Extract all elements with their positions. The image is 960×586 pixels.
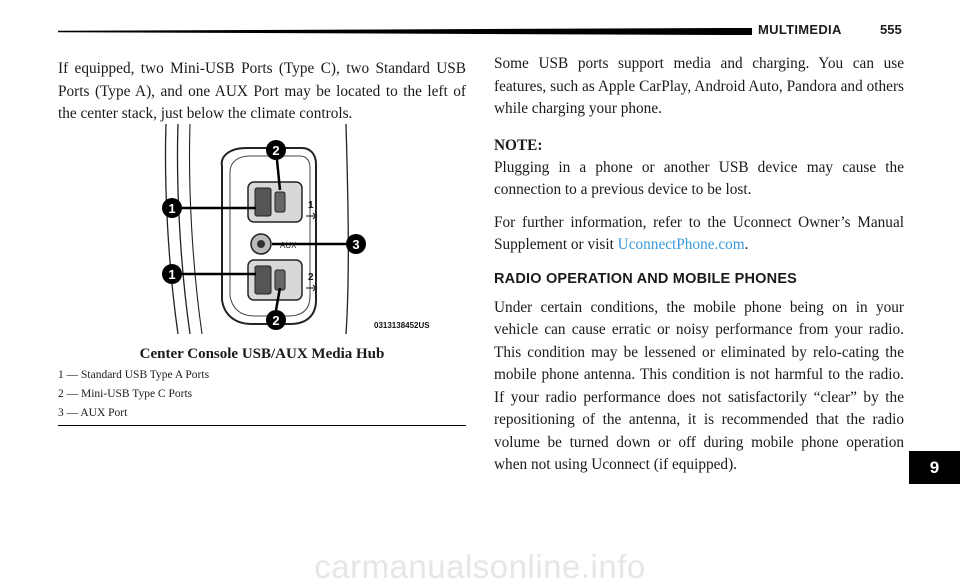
uconnect-link[interactable]: UconnectPhone.com <box>617 236 745 253</box>
callout-2-upper <box>266 140 286 160</box>
lower-port-label: 2 <box>308 272 314 283</box>
section-heading: RADIO OPERATION AND MOBILE PHONES <box>494 270 798 287</box>
legend-item: 1 — Standard USB Type A Ports <box>58 369 210 381</box>
further-info-text: For further information, refer to the Uconnect Owner’s Manual Supplement or visit <box>494 213 904 253</box>
intro-paragraph: If equipped, two Mini-USB Ports (Type C), two Standard USB Ports (Type A), and one AUX Port may be located to the left of the center stack, just below the climate controls. <box>58 60 466 122</box>
figure-caption: Center Console USB/AUX Media Hub <box>139 346 385 362</box>
callout-label: 2 <box>272 313 280 328</box>
further-info-paragraph <box>494 212 904 257</box>
header-rule <box>58 28 752 35</box>
further-info-end: . <box>744 236 749 253</box>
note-text: Plugging in a phone or another USB device may cause the connection to a previous device to be lost. <box>494 158 904 198</box>
callout-3 <box>346 234 366 254</box>
usb-features-paragraph: Some USB ports support media and charging. You can use features, such as Apple CarPlay, Android Auto, Pandora and others while charging your phone. <box>494 55 904 117</box>
figure-legend <box>58 366 466 426</box>
callout-2-lower <box>266 310 286 330</box>
legend-item: 3 — AUX Port <box>58 407 128 419</box>
callout-1-upper <box>162 198 182 218</box>
site-watermark: carmanualsonline.info <box>314 548 646 585</box>
callout-label: 2 <box>272 143 280 158</box>
callout-label: 3 <box>352 237 360 252</box>
figure-code: 0313138452US <box>374 321 430 330</box>
right-column <box>494 53 904 477</box>
usb-aux-hub-figure <box>160 124 446 334</box>
chapter-tab: 9 <box>909 451 960 484</box>
aux-label: AUX <box>280 241 297 250</box>
page-number: 555 <box>880 22 902 37</box>
note-label: NOTE: <box>494 136 543 154</box>
upper-port-label: 1 <box>308 200 314 211</box>
radio-operation-paragraph: Under certain conditions, the mobile phone being on in your vehicle can cause erratic or noisy performance from your radio. This condition may be lessened or eliminated by relo-cating the mobile phone antenna. This condition is not harmful to the radio. If your radio performance does not satisfactorily “clear” by the repositioning of the antenna, it is recommended that the radio volume be turned down or off during mobile phone operation when not using Uconnect (if equipped). <box>494 298 904 473</box>
callout-label: 1 <box>168 267 176 282</box>
left-column <box>58 58 466 126</box>
callout-1-lower <box>162 264 182 284</box>
legend-item: 2 — Mini-USB Type C Ports <box>58 388 193 400</box>
usb-aux-hub-illustration <box>160 124 446 334</box>
header-section-title: MULTIMEDIA <box>758 22 842 37</box>
callout-label: 1 <box>168 201 176 216</box>
